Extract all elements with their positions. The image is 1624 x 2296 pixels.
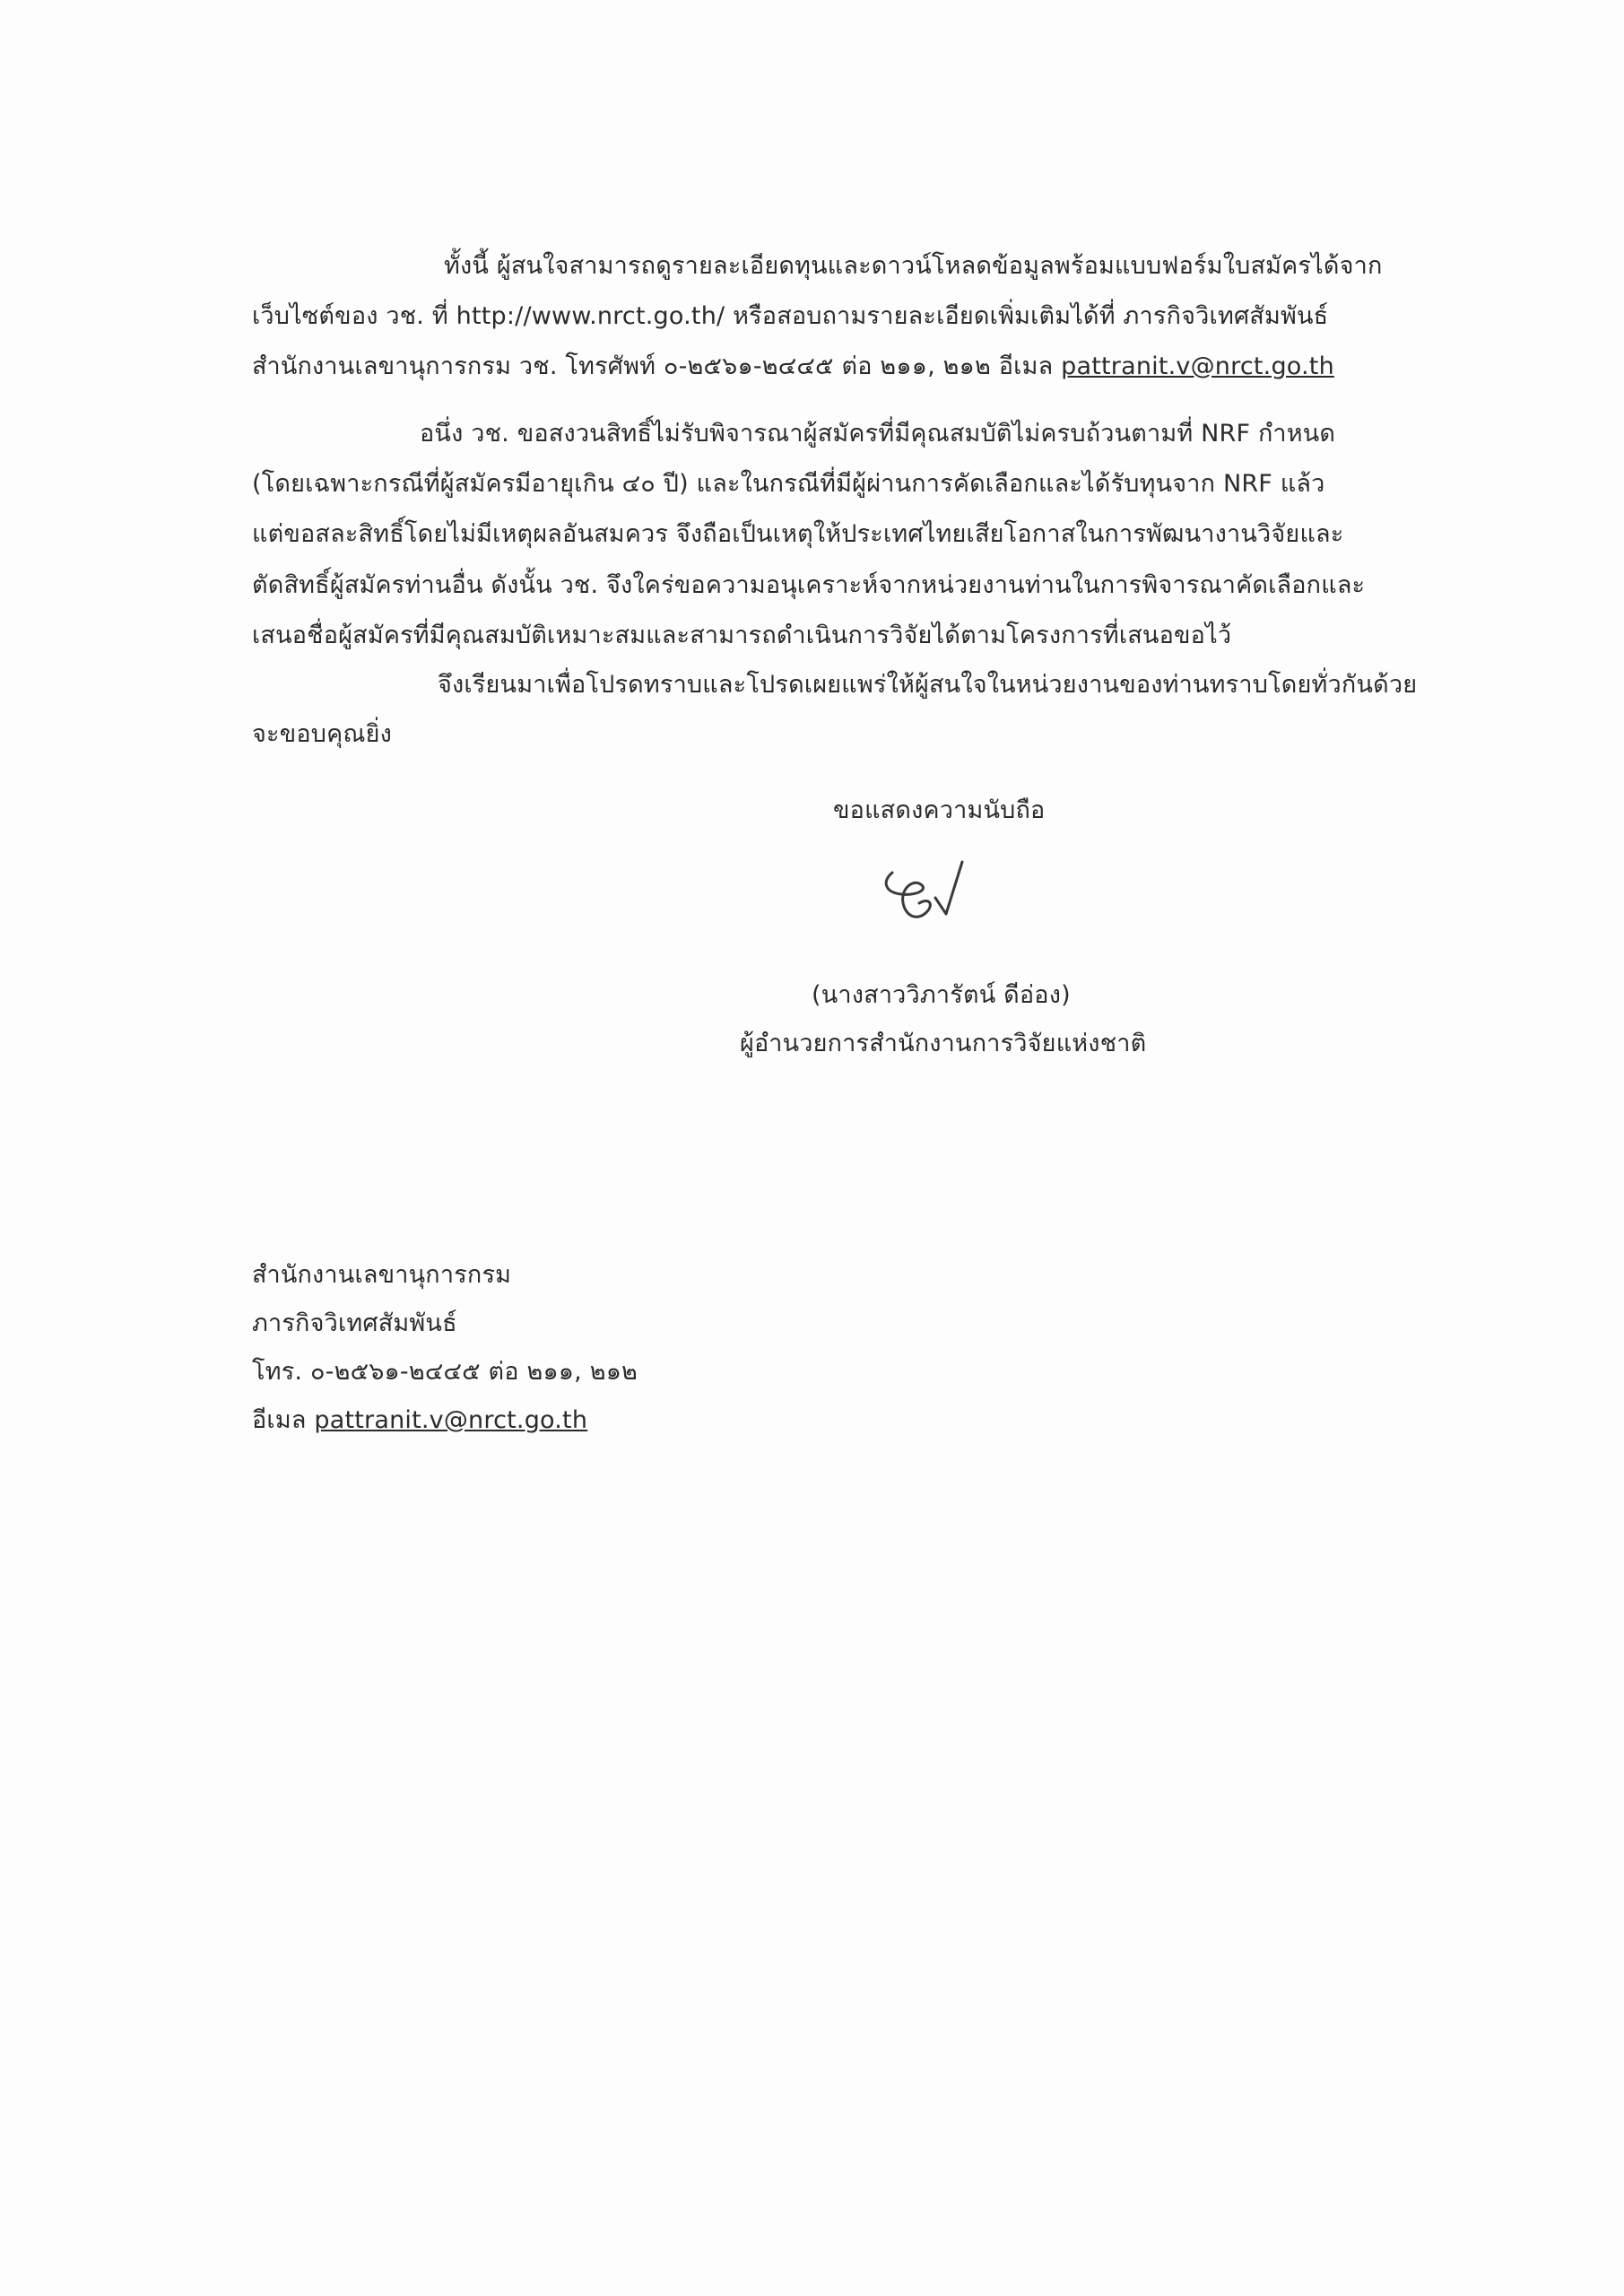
- closing-text: ขอแสดงความนับถือ: [833, 796, 1046, 824]
- signatory-title: ผู้อำนวยการสำนักงานการวิจัยแห่งชาติ: [740, 1030, 1147, 1057]
- paragraph2-line2: (โดยเฉพาะกรณีที่ผู้สมัครมีอายุเกิน ๔๐ ปี) และในกรณีที่มีผู้ผ่านการคัดเลือกและได้รับทุนจาก NRF แล้ว: [252, 470, 1325, 498]
- paragraph2-line3: แต่ขอสละสิทธิ์โดยไม่มีเหตุผลอันสมควร จึงถือเป็นเหตุให้ประเทศไทยเสียโอกาสในการพัฒนางานวิจัยและ: [252, 520, 1344, 548]
- paragraph2-line4: ตัดสิทธิ์ผู้สมัครท่านอื่น ดังนั้น วช. จึงใคร่ขอความอนุเคราะห์จากหน่วยงานท่านในการพิจารณาคัดเลือกและ: [252, 571, 1366, 599]
- contact-email-line: [252, 1403, 587, 1439]
- signature-image: [865, 857, 1000, 946]
- paragraph1-line1: ทั้งนี้ ผู้สนใจสามารถดูรายละเอียดทุนและดาวน์โหลดข้อมูลพร้อมแบบฟอร์มใบสมัครได้จาก: [444, 252, 1383, 280]
- paragraph1-line2: เว็บไซต์ของ วช. ที่ http://www.nrct.go.th/ หรือสอบถามรายละเอียดเพิ่มเติมได้ที่ ภารกิจวิเทศสัมพันธ์: [252, 302, 1329, 330]
- paragraph3-line1: จึงเรียนมาเพื่อโปรดทราบและโปรดเผยแพร่ให้ผู้สนใจในหน่วยงานของท่านทราบโดยทั่วกันด้วย: [438, 671, 1418, 699]
- paragraph1-line3: [252, 349, 1334, 385]
- contact-email-label: อีเมล: [252, 1406, 307, 1434]
- paragraph2-line1: อนึ่ง วช. ขอสงวนสิทธิ์ไม่รับพิจารณาผู้สมัครที่มีคุณสมบัติไม่ครบถ้วนตามที่ NRF กำหนด: [420, 420, 1336, 448]
- contact-division: ภารกิจวิเทศสัมพันธ์: [252, 1309, 457, 1337]
- contact-office: สำนักงานเลขานุการกรม: [252, 1261, 512, 1289]
- paragraph1-line3-text: สำนักงานเลขานุการกรม วช. โทรศัพท์ ๐-๒๕๖๑-๒๔๔๕ ต่อ ๒๑๑, ๒๑๒ อีเมล: [252, 352, 1054, 380]
- paragraph3-line2: จะขอบคุณยิ่ง: [252, 720, 393, 748]
- contact-phone: โทร. ๐-๒๕๖๑-๒๔๔๕ ต่อ ๒๑๑, ๒๑๒: [252, 1358, 638, 1386]
- contact-email-link[interactable]: pattranit.v@nrct.go.th: [314, 1406, 588, 1434]
- email-link[interactable]: pattranit.v@nrct.go.th: [1061, 352, 1334, 380]
- signatory-name: (นางสาววิภารัตน์ ดีอ่อง): [812, 981, 1071, 1009]
- paragraph2-line5: เสนอชื่อผู้สมัครที่มีคุณสมบัติเหมาะสมและสามารถดำเนินการวิจัยได้ตามโครงการที่เสนอขอไว้: [252, 622, 1232, 649]
